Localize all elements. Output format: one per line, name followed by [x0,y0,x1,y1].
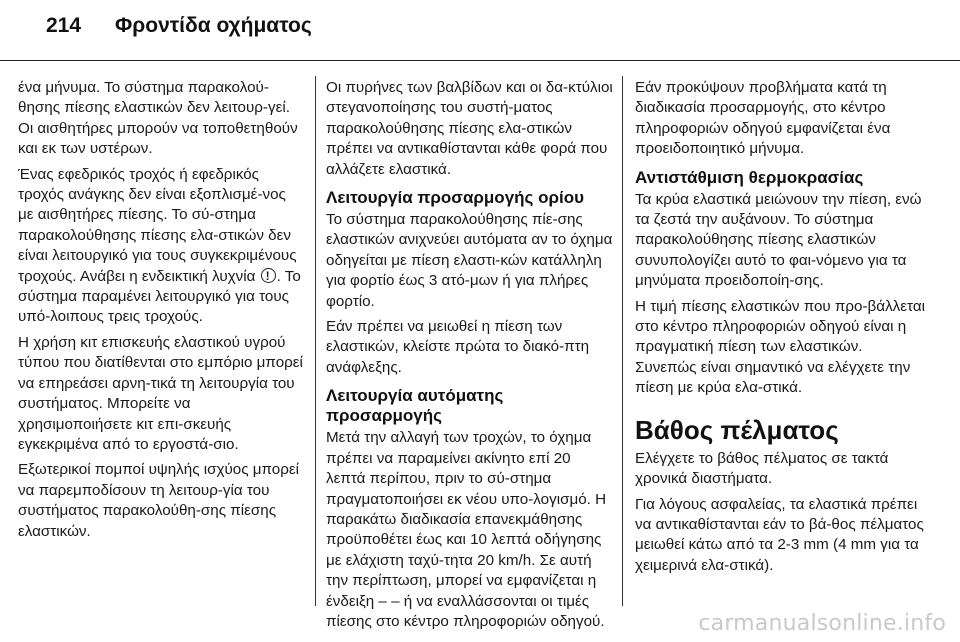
section-title: Βάθος πέλματος [635,414,839,445]
column-divider-1 [315,76,316,606]
section-heading: Λειτουργία προσαρμογής ορίου [326,188,584,208]
section-heading: Λειτουργία αυτόματης προσαρμογής [326,386,504,426]
paragraph: Εάν πρέπει να μειωθεί η πίεση των ελαστικών, κλείστε πρώτα το διακό-πτη ανάφλεξης. [326,318,590,376]
column-divider-2 [622,76,623,606]
page-header [46,14,312,50]
paragraph-text: Ένας εφεδρικός τροχός ή εφεδρικός τροχός ανάγκης δεν είναι εξοπλισμέ-νος με αισθητήρες πίεσης. Το σύ-στημα παρακολούθησης πίεσης ελα-στικών δεν είναι λειτουργικό για τους συγκεκριμένους τροχούς. Ανάβει η ενδεικτική λυχνία [18,165,297,285]
paragraph: Για λόγους ασφαλείας, τα ελαστικά πρέπει να αντικαθίστανται εάν το βά-θος πέλματος μειωθεί κάτω από τα 2-3 mm (4 mm για τα χειμερινά ελα-στικά). [635,495,924,574]
chapter-title: Φροντίδα οχήματος [115,14,312,37]
paragraph: Η τιμή πίεσης ελαστικών που προ-βάλλεται στο κέντρο πληροφοριών οδηγού είναι η πραγματική πίεση των ελαστικών. Συνεπώς είναι σημαντικό να ελέγχετε την πίεση με κρύα ελα-στικά. [635,297,925,397]
paragraph: ένα μήνυμα. Το σύστημα παρακολού-θησης πίεσης ελαστικών δεν λειτουρ-γεί. Οι αισθητήρες μπορούν να τοποθετηθούν και εκ των υστέρων. [18,79,298,158]
section-heading: Αντιστάθμιση θερμοκρασίας [635,167,864,187]
paragraph: Μετά την αλλαγή των τροχών, το όχημα πρέπει να παραμείνει ακίνητο επί 20 λεπτά περίπου, πριν το σύ-στημα πραγματοποιήσει εκ νέου υπο-λογισμό. Η παρακάτω διαδικασία επανεκμάθησης προϋποθέτει έως και 10 λεπτά οδήγησης με ελάχιστη ταχύ-τητα 20 km/h. Σε αυτή την περίπτωση, μπορεί να εμφανίζεται η ένδειξη – – ή να εναλλάσσονται οι τιμές πίεσης στο κέντρο πληροφοριών οδηγού. [326,429,607,630]
page-number: 214 [46,14,82,37]
paragraph-text: . Το σύστημα παραμένει λειτουργικό για τους υπό-λοιπους τρεις τροχούς. [18,267,301,326]
column-2 [326,78,614,637]
paragraph: Εάν προκύψουν προβλήματα κατά τη διαδικασία προσαρμογής, στο κέντρο πληροφοριών οδηγού εμφανίζεται ένα προειδοποιητικό μήνυμα. [635,79,891,158]
paragraph: Ελέγχετε το βάθος πέλματος σε τακτά χρονικά διαστήματα. [635,449,889,488]
watermark: carmanualsonline.info [698,611,946,636]
paragraph: Τα κρύα ελαστικά μειώνουν την πίεση, ενώ τα ζεστά την αυξάνουν. Το σύστημα παρακολούθησης πίεσης ελαστικών συνυπολογίζει αυτό το φαι-νόμενο για τα μηνύματα προειδοποίη-σης. [635,190,922,290]
paragraph: Εξωτερικοί πομποί υψηλής ισχύος μπορεί να παρεμποδίσουν τη λειτουρ-γία του συστήματος παρακολούθη-σης πίεσης ελαστικών. [18,461,299,540]
column-3 [635,78,925,581]
paragraph: Οι πυρήνες των βαλβίδων και οι δα-κτύλιοι στεγανοποίησης του συστή-ματος παρακολούθησης πίεσης ελα-στικών πρέπει να αντικαθίστανται κάθε φορά που αλλάζετε ελαστικά. [326,79,613,178]
column-1 [18,78,304,547]
paragraph [18,165,304,328]
paragraph: Το σύστημα παρακολούθησης πίε-σης ελαστικών ανιχνεύει αυτόματα αν το όχημα οδηγείται με πίεση ελαστι-κών κατάλληλη για φορτίο έως 3 ατό-μων ή για πλήρες φορτίο. [326,211,613,310]
tire-pressure-warning-icon [261,268,276,283]
paragraph: Η χρήση κιτ επισκευής ελαστικού υγρού τύπου που διατίθενται στο εμπόριο μπορεί να επηρεάσει αρνη-τικά τη λειτουργία του συστήματος. Μπορείτε να χρησιμοποιήσετε κιτ επι-σκευής εγκεκριμένα από το εργοστά-σιο. [18,333,303,453]
header-rule [0,60,960,61]
